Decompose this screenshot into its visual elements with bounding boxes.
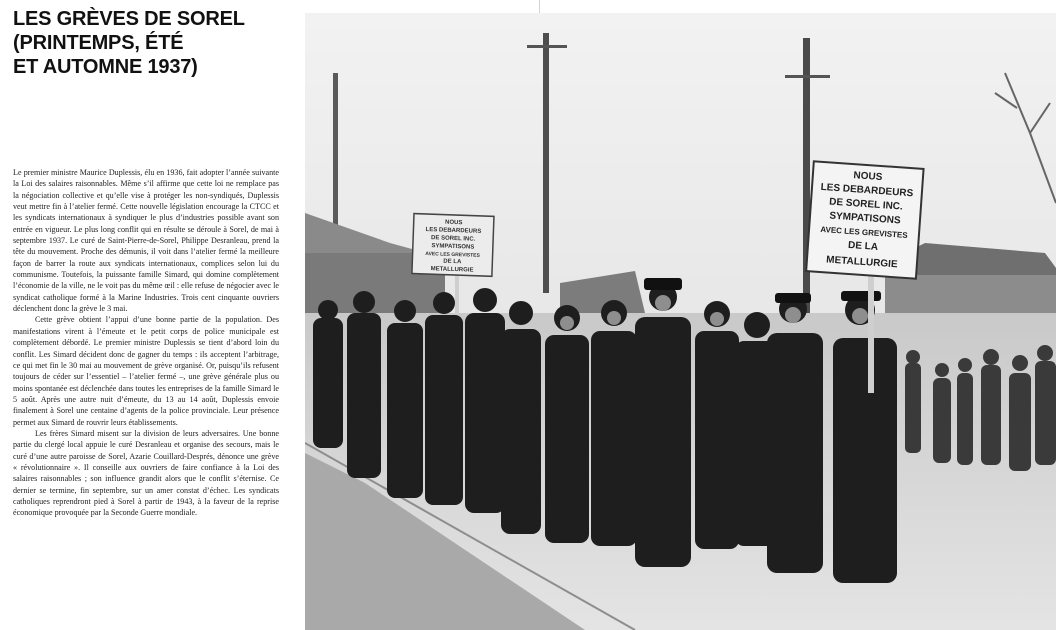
paragraph-2: Cette grève obtient l’appui d’une bonne partie de la population. Des manifestations virent à l’émeute et le petit corps de police municipale est complètement débordé. Le premier ministre Duplessis se tient d’abord loin du conflit. Les Simard décident donc de gagner du temps : ils acceptent l’arbitrage, ce qui met fin le 30 mai au mouvement de grève organisé. Or, puisqu’ils refusent toujours de céder sur l’essentiel – l’atelier fermé –, une grève générale plus ou moins spontanée est déclenchée dans toutes les entreprises de la famille Simard le 5 août. Après une autre nuit d’émeute, du 13 au 14 août, Duplessis envoie finalement à Sorel une centaine d’agents de la police provinciale. Leur présence permet aux Simard de rouvrir leurs établissements.	[13, 315, 279, 427]
sign-right-line-4: SYMPATISONS	[829, 210, 901, 227]
sign-right-line-2: LES DEBARDEURS	[820, 181, 914, 200]
sign-left-line-7: METALLURGIE	[430, 266, 474, 274]
sign-left-line-5: AVEC LES GREVISTES	[425, 250, 480, 259]
sign-right-line-7: METALLURGIE	[825, 254, 898, 271]
page-title	[13, 7, 293, 79]
sign-left-line-6: DE LA	[443, 258, 462, 266]
title-line-3: ET AUTOMNE 1937)	[13, 56, 198, 78]
sign-left-line-3: DE SOREL INC.	[430, 235, 476, 243]
article-body	[13, 167, 279, 519]
title-line-1: LES GRÈVES DE SOREL	[13, 8, 245, 30]
sign-left-line-4: SYMPATISONS	[431, 243, 475, 251]
sign-left-line-2: LES DEBARDEURS	[425, 226, 482, 235]
historical-photo	[305, 13, 1056, 630]
sign-left-line-1: NOUS	[444, 219, 463, 227]
sign-right-line-1: NOUS	[853, 170, 883, 184]
sign-right-line-6: DE LA	[847, 239, 879, 253]
paragraph-3: Les frères Simard misent sur la division de leurs adversaires. Une bonne partie du clergé local appuie le curé Desranleau et organise des secours, mais le curé d’une autre paroisse de Sorel, Azarie Couillard-Després, dénonce une grève « révolutionnaire ». Il conseille aux ouvriers de faire confiance à la Loi des salaires raisonnables ; son influence grandit alors que le conflit s’éternise. Ce dernier se termine, fin septembre, sur un amer constat d’échec. Les syndicats catholiques reprendront pied à Sorel à partir de 1943, à la faveur de la reprise économique provoquée par la Seconde Guerre mondiale.	[13, 428, 279, 518]
title-line-2: (PRINTEMPS, ÉTÉ	[13, 32, 184, 54]
sign-right-line-3: DE SOREL INC.	[828, 196, 904, 213]
sign-right-line-5: AVEC LES GREVISTES	[820, 224, 908, 241]
paragraph-1: Le premier ministre Maurice Duplessis, élu en 1936, fait adopter l’année suivante la Loi des salaires raisonnables. Même s’il affirme que cette loi ne remplace pas la négociation collective et qu’elle vise à protéger les non-syndiqués, Duplessis veut mettre fin à l’atelier fermé. Cette nouvelle législation encourage la CTCC et les syndicats internationaux à syndiquer le plus d’industries possible avant son entrée en vigueur. Le plus long conflit qui en résulte se déroule à Sorel, de mai à septembre 1937. Le curé de Saint-Pierre-de-Sorel, Philippe Desranleau, prend la tête du mouvement. Proche des démunis, il voit dans l’atelier fermé la meilleure façon de barrer la route aux syndicats internationaux, complices selon lui du communisme. Toutefois, la puissante famille Simard, qui domine complètement l’économie de la ville, ne le voit pas du même œil : elle refuse de négocier avec le syndicat catholique formé à la Marine Industries. Trois cent cinquante ouvriers déclenchent donc la grève le 3 mai.	[13, 168, 279, 314]
